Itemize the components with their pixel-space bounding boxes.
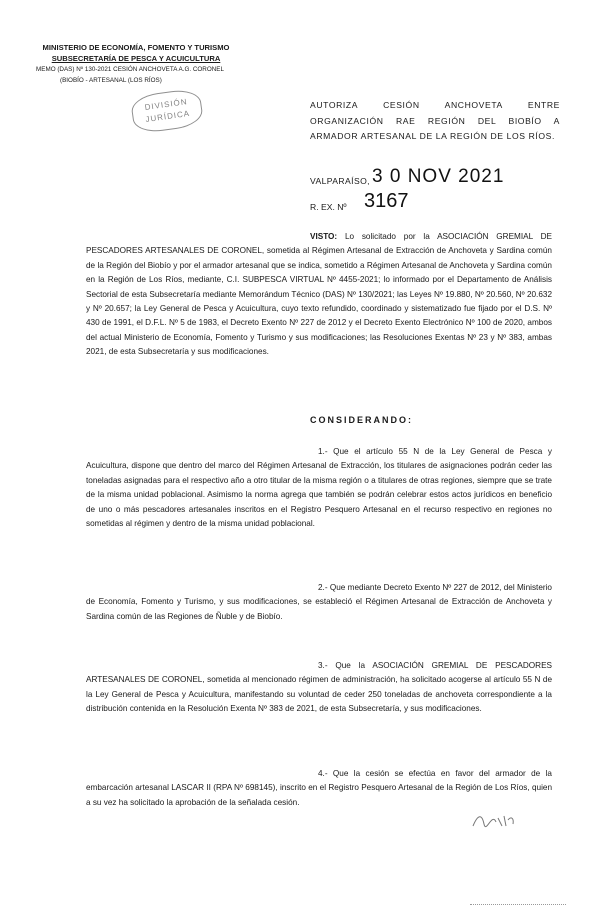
considerando-3: 3.- Que la ASOCIACIÓN GREMIAL DE PESCADORES ARTESANALES DE CORONEL, sometida al mencionado régimen de administración, ha solicitado acogerse al artículo 55 N de la Ley General de Pesca y Acuicultura, manifestando su voluntad de ceder 250 toneladas de anchoveta correspondiente a la distribución contenida en la Resolución Exenta Nº 383 de 2021, de esta Subsecretaría, y sus modificaciones. <box>86 661 552 714</box>
visto-label: VISTO: <box>310 232 338 241</box>
stamp-line-1: DIVISIÓN <box>144 97 189 113</box>
rex-label: R. EX. Nº <box>310 202 347 212</box>
memo-reference-cont: (BIOBÍO - ARTESANAL (LOS RÍOS) <box>60 77 162 84</box>
footer-line <box>470 904 566 906</box>
date-stamp: 3 0 NOV 2021 <box>372 166 505 187</box>
considerando-2: 2.- Que mediante Decreto Exento Nº 227 de 2012, del Ministerio de Economía, Fomento y Turismo, y sus modificaciones, se estableció el Régimen Artesanal de Extracción de Anchoveta y Sardina común de las Regiones de Ñuble y de Biobío. <box>86 583 552 621</box>
considerando-1: 1.- Que el artículo 55 N de la Ley General de Pesca y Acuicultura, dispone que dentro del marco del Régimen Artesanal de Extracción, los titulares de asignaciones podrán ceder las toneladas asignadas para el respectivo año a otro titular de la misma región o a titulares de otras regiones, siempre que se trate de la misma unidad poblacional. Asimismo la norma agrega que también se podrán celebrar estos actos jurídicos en beneficio de uno o más pescadores artesanales inscritos en el Registro Pesquero Artesanal en el recurso respectivo en regiones no sometidas al régimen y dentro de la misma unidad poblacional. <box>86 447 552 529</box>
resolution-title: AUTORIZA CESIÓN ANCHOVETA ENTRE ORGANIZACIÓN RAE REGIÓN DEL BIOBÍO A ARMADOR ARTESANAL DE LA REGIÓN DE LOS RÍOS. <box>310 100 560 141</box>
visto-text: Lo solicitado por la ASOCIACIÓN GREMIAL DE PESCADORES ARTESANALES DE CORONEL, sometida al Régimen Artesanal de Extracción de Anchoveta y Sardina común de la Región del Biobío y por el armador artesanal que se indica, sometido a Régimen Artesanal de Anchoveta y Sardina común en la Región de Los Ríos, mediante, C.I. SUBPESCA VIRTUAL Nº 4455-2021; lo informado por el Departamento de Análisis Sectorial de esta Subsecretaría mediante Memorándum Técnico (DAS) Nº 130/2021; las Leyes Nº 19.880, Nº 20.560, Nº 20.632 y Nº 20.657; la Ley General de Pesca y Acuicultura, cuyo texto refundido, coordinado y sistematizado fue fijado por el D.S. Nº 430 de 1991, el D.F.L. Nº 5 de 1983, el Decreto Exento Nº 227 de 2012 y el Decreto Exento Electrónico Nº 100 de 2020, ambos del actual Ministerio de Economía, Fomento y Turismo y sus modificaciones; las Resoluciones Exentas Nº 23 y Nº 383, ambas 2021, de esta Subsecretaría y sus modificaciones. <box>86 232 552 357</box>
ministry-name: MINISTERIO DE ECONOMÍA, FOMENTO Y TURISMO <box>42 43 230 52</box>
undersecretariat-name: SUBSECRETARÍA DE PESCA Y ACUICULTURA <box>51 54 221 63</box>
place-label: VALPARAÍSO, <box>310 176 370 186</box>
considerando-heading: CONSIDERANDO: <box>310 415 414 425</box>
rex-number: 3167 <box>364 190 409 212</box>
stamp-line-2: JURÍDICA <box>144 108 191 125</box>
visto-paragraph <box>86 230 552 360</box>
initials-signature <box>470 808 516 832</box>
considerando-4: 4.- Que la cesión se efectúa en favor del armador de la embarcación artesanal LASCAR II (RPA Nº 698145), inscrito en el Registro Pesquero Artesanal de la Región de Los Ríos, quien a su vez ha solicitado la aprobación de la señalada cesión. <box>86 769 552 807</box>
division-stamp <box>130 87 205 134</box>
letterhead <box>36 42 256 86</box>
memo-reference: MEMO (DAS) Nº 130-2021 CESIÓN ANCHOVETA A.G. CORONEL <box>36 66 224 73</box>
